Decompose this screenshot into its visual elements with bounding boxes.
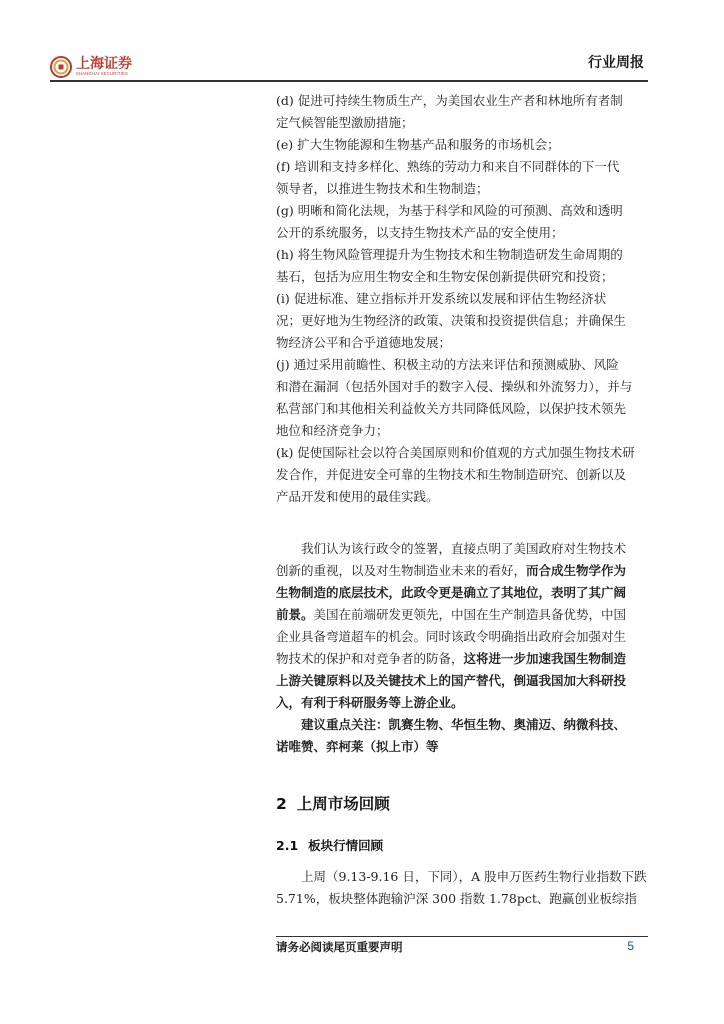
main-content — [276, 90, 648, 910]
market-paragraph: 上周（9.13-9.16 日，下同），A 股申万医药生物行业指数下跌 5.71%，板块整体跑输沪深 300 指数 1.78pct、跑赢创业板综指 — [276, 869, 647, 906]
subsection-number: 2.1 — [276, 838, 299, 853]
section-number: 2 — [276, 795, 287, 813]
subsection-heading — [276, 836, 648, 854]
page-header — [50, 50, 648, 80]
list-item-i: (i) 促进标准、建立指标并开发系统以发展和评估生物经济状 况；更好地为生物经济的政策、决策和投资提供信息；并确保生 物经济公平和合乎道德地发展； — [276, 291, 627, 350]
page-footer — [276, 936, 648, 956]
list-item-j: (j) 通过采用前瞻性、积极主动的方法来评估和预测威胁、风险 和潜在漏洞（包括外国对手的数字入侵、操纵和外流努力），并与 私营部门和其他相关利益攸关方共同降低风险，以保护技术领先 地位和经济竞争力； — [276, 357, 633, 438]
analysis-paragraph: 我们认为该行政令的签署，直接点明了美国政府对生物技术 创新的重视，以及对生物制造业未来的看好，而合成生物学作为 生物制造的底层技术，此政令更是确立了其地位，表明了其广阔 前景。美国在前端研发更领先，中国在生产制造具备优势，中国 企业具备弯道超车的机会。同时该政令明确指出政府会加强对生 物技术的保护和对竞争者的防备，这将进一步加速我国生物制造 上游关键原料以及关键技术上的国产替代，倒逼我国加大科研投 入，有利于科研服务等上游企业。 — [276, 541, 627, 710]
page-number: 5 — [627, 939, 634, 953]
policy-list — [276, 90, 648, 508]
subsection-title: 板块行情回顾 — [308, 838, 384, 853]
list-item-f: (f) 培训和支持多样化、熟练的劳动力和来自不同群体的下一代 领导者，以推进生物技术和生物制造； — [276, 159, 620, 196]
list-item-k: (k) 促使国际社会以符合美国原则和价值观的方式加强生物技术研 发合作，并促进安全可靠的生物技术和生物制造研究、创新以及 产品开发和使用的最佳实践。 — [276, 445, 635, 504]
company-logo — [50, 54, 132, 80]
disclaimer-note: 请务必阅读尾页重要声明 — [276, 940, 403, 954]
report-type-label: 行业周报 — [588, 55, 644, 71]
list-item-g: (g) 明晰和简化法规，为基于科学和风险的可预测、高效和透明 公开的系统服务，以支持生物技术产品的安全使用； — [276, 203, 623, 240]
list-item-e: (e) 扩大生物能源和生物基产品和服务的市场机会； — [276, 137, 560, 152]
section-heading — [276, 792, 648, 814]
list-item-d: (d) 促进可持续生物质生产，为美国农业生产者和林地所有者制 定气候智能型激励措施； — [276, 93, 623, 130]
logo-english-name: SHANGHAI SECURITIES — [76, 71, 128, 77]
header-divider — [50, 80, 648, 82]
footer-divider — [276, 936, 648, 937]
list-item-h: (h) 将生物风险管理提升为生物技术和生物制造研发生命周期的 基石，包括为应用生物安全和生物安保创新提供研究和投资； — [276, 247, 623, 284]
logo-chinese-name: 上海证券 — [76, 56, 132, 73]
section-title: 上周市场回顾 — [296, 795, 390, 813]
recommendation-paragraph: 建议重点关注：凯赛生物、华恒生物、奥浦迈、纳微科技、 诺唯赞、弈柯莱（拟上市）等 — [276, 717, 627, 754]
logo-mark-icon — [50, 56, 72, 78]
